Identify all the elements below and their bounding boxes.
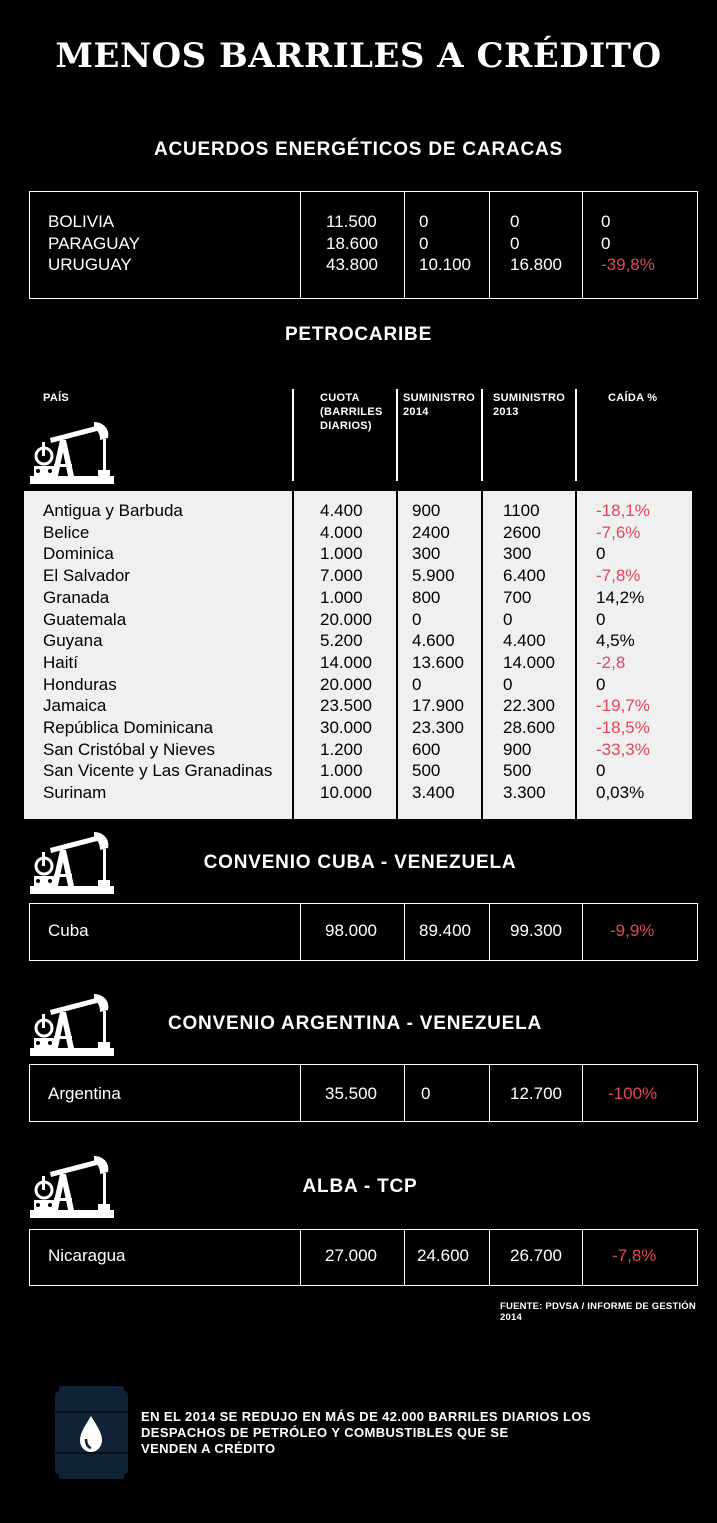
petrocaribe-cell-s2014: 13.600	[412, 652, 464, 672]
petrocaribe-cell-s2013: 900	[503, 739, 532, 759]
petrocaribe-cell-cuota: 5.200	[320, 631, 363, 651]
petrocaribe-cell-s2013: 500	[503, 761, 532, 781]
caracas-country-col	[48, 211, 140, 276]
petrocaribe-cell-cuota: 1.200	[320, 739, 363, 759]
petrocaribe-cell-s2013: 28.600	[503, 718, 555, 737]
petrocaribe-cell-caida: 0	[596, 544, 606, 564]
petrocaribe-cell-caida: -18,5%	[596, 718, 650, 737]
petrocaribe-cell-pais: Guyana	[43, 631, 103, 651]
petrocaribe-cell-s2013: 22.300	[503, 696, 555, 716]
petrocaribe-cell-s2014: 0	[412, 674, 422, 694]
summary-note: EN EL 2014 SE REDUJO EN MÁS DE 42.000 BARRILES DIARIOS LOS DESPACHOS DE PETRÓLEO Y COMBUSTIBLES QUE SE VENDEN A CRÉDITO	[141, 1409, 591, 1456]
caracas-sum2013-col: 0 0 16.800	[510, 212, 562, 274]
petrocaribe-cell-s2013: 2600	[503, 522, 541, 542]
petrocaribe-cell-caida: 0	[596, 609, 606, 629]
section-cuba-heading: CONVENIO CUBA - VENEZUELA	[203, 852, 517, 873]
petrocaribe-cell-cuota: 30.000	[320, 718, 372, 737]
caracas-sum2014-col: 0 0 10.100	[419, 212, 471, 274]
petrocaribe-cell-pais: Belice	[43, 522, 90, 542]
page-title: MENOS BARRILES A CRÉDITO	[55, 36, 662, 76]
petrocaribe-cell-s2014: 800	[412, 587, 441, 607]
section-argentina-heading: CONVENIO ARGENTINA - VENEZUELA	[167, 1013, 543, 1034]
petrocaribe-cell-pais: Guatemala	[43, 609, 127, 629]
petrocaribe-cell-s2014: 17.900	[412, 696, 464, 716]
col-header-pais: PAÍS	[43, 392, 70, 404]
petrocaribe-cell-s2014: 5.900	[412, 566, 455, 586]
col-header-cuota: CUOTA (BARRILES DIARIOS)	[320, 392, 383, 432]
petrocaribe-cell-pais: Granada	[43, 587, 110, 607]
petrocaribe-cell-pais: Dominica	[43, 544, 114, 564]
petrocaribe-table	[24, 491, 692, 819]
petrocaribe-cell-s2013: 300	[503, 544, 532, 564]
petrocaribe-cell-cuota: 14.000	[320, 652, 372, 672]
section-caracas-heading: ACUERDOS ENERGÉTICOS DE CARACAS	[153, 139, 564, 160]
petrocaribe-cell-cuota: 1.000	[320, 761, 363, 781]
petrocaribe-cell-caida: -33,3%	[596, 739, 650, 759]
petrocaribe-cell-pais: Jamaica	[43, 696, 107, 716]
petrocaribe-cell-cuota: 4.400	[320, 501, 363, 520]
petrocaribe-cell-s2014: 23.300	[412, 718, 464, 737]
col-header-caida: CAÍDA %	[608, 392, 658, 404]
petrocaribe-cell-caida: 0	[596, 674, 606, 694]
petrocaribe-cell-cuota: 10.000	[320, 783, 372, 803]
petrocaribe-cell-pais: República Dominicana	[43, 718, 214, 737]
petrocaribe-cell-caida: -19,7%	[596, 696, 650, 716]
petrocaribe-cell-caida: -7,8%	[596, 566, 641, 586]
petrocaribe-cell-s2013: 4.400	[503, 631, 546, 651]
caracas-country: URUGUAY	[48, 255, 132, 274]
caracas-table	[29, 191, 698, 299]
cuba-table: Cuba 98.000 89.400 99.300 -9,9%	[29, 903, 698, 961]
petrocaribe-cell-caida: 0,03%	[596, 783, 645, 803]
caracas-caida-col: 0 0 -39,8%	[601, 212, 655, 274]
petrocaribe-cell-s2014: 4.600	[412, 631, 455, 651]
petrocaribe-cell-pais: Surinam	[43, 783, 107, 803]
petrocaribe-cell-pais: Antigua y Barbuda	[43, 501, 183, 520]
petrocaribe-cell-s2013: 700	[503, 587, 532, 607]
petrocaribe-cell-s2013: 0	[503, 674, 513, 694]
petrocaribe-cell-pais: El Salvador	[43, 566, 130, 586]
source-note: FUENTE: PDVSA / INFORME DE GESTIÓN 2014	[500, 1301, 696, 1323]
petrocaribe-cell-pais: Honduras	[43, 674, 117, 694]
section-alba-heading: ALBA - TCP	[302, 1176, 418, 1197]
petrocaribe-cell-caida: -7,6%	[596, 522, 641, 542]
caracas-country: PARAGUAY	[48, 233, 140, 253]
petrocaribe-cell-s2014: 300	[412, 544, 441, 564]
petrocaribe-cell-cuota: 1.000	[320, 544, 363, 564]
petrocaribe-cell-cuota: 7.000	[320, 566, 363, 586]
petrocaribe-cell-pais: Haití	[43, 652, 78, 672]
petrocaribe-cell-caida: -2,8	[596, 652, 626, 672]
petrocaribe-cell-s2013: 3.300	[503, 783, 546, 803]
oil-barrel-icon	[55, 1386, 128, 1479]
petrocaribe-cell-pais: San Vicente y Las Granadinas	[43, 761, 273, 781]
petrocaribe-cell-caida: -18,1%	[596, 501, 650, 520]
petrocaribe-cell-cuota: 20.000	[320, 609, 372, 629]
petrocaribe-cell-s2014: 3.400	[412, 783, 455, 803]
petrocaribe-cell-caida: 0	[596, 761, 606, 781]
petrocaribe-cell-s2014: 600	[412, 739, 441, 759]
petrocaribe-cell-cuota: 20.000	[320, 674, 372, 694]
petrocaribe-cell-s2013: 14.000	[503, 652, 555, 672]
petrocaribe-cell-cuota: 23.500	[320, 696, 372, 716]
oil-pump-icon	[30, 420, 114, 484]
col-header-sum2014: SUMINISTRO 2014	[403, 392, 476, 418]
petrocaribe-cell-cuota: 4.000	[320, 522, 363, 542]
alba-table: Nicaragua 27.000 24.600 26.700 -7,8%	[29, 1229, 698, 1286]
petrocaribe-cell-pais: San Cristóbal y Nieves	[43, 739, 215, 759]
petrocaribe-cell-s2013: 0	[503, 609, 513, 629]
petrocaribe-cell-caida: 14,2%	[596, 587, 645, 607]
caracas-cuota-col: 11.500 18.600 43.800	[326, 212, 378, 274]
petrocaribe-cell-caida: 4,5%	[596, 631, 635, 651]
section-petrocaribe-heading: PETROCARIBE	[284, 324, 433, 345]
petrocaribe-cell-s2014: 2400	[412, 522, 450, 542]
caracas-country: BOLIVIA	[48, 212, 115, 231]
petrocaribe-cell-cuota: 1.000	[320, 587, 363, 607]
petrocaribe-cell-s2013: 6.400	[503, 566, 546, 586]
petrocaribe-cell-s2013: 1100	[503, 501, 540, 520]
argentina-table: Argentina 35.500 0 12.700 -100%	[29, 1064, 698, 1122]
petrocaribe-cell-s2014: 0	[412, 609, 422, 629]
col-header-sum2013: SUMINISTRO 2013	[493, 392, 566, 418]
petrocaribe-cell-s2014: 500	[412, 761, 441, 781]
petrocaribe-cell-s2014: 900	[412, 501, 441, 520]
